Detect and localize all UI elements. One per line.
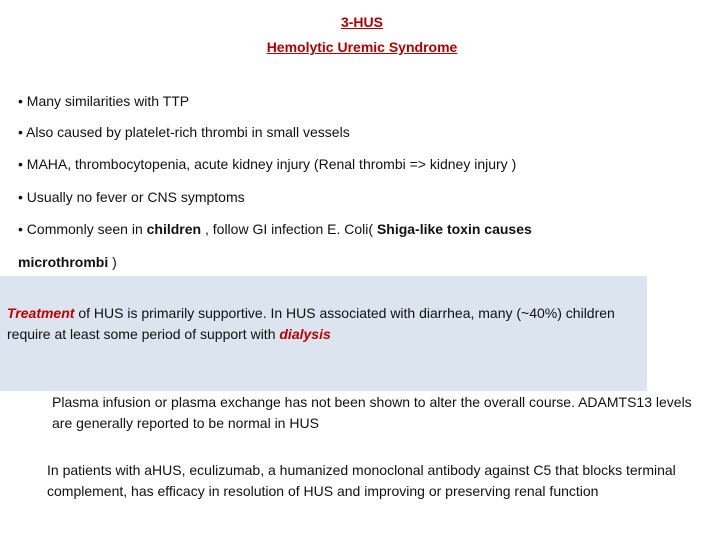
slide-title-line1: 3-HUS	[340, 14, 383, 30]
plasma-paragraph: Plasma infusion or plasma exchange has not been shown to alter the overall course. ADAMTS13 levels are generally reported to be normal in HUS	[52, 394, 692, 431]
bullet-children-tail: )	[108, 254, 117, 270]
slide-title-line2: Hemolytic Uremic Syndrome	[266, 39, 458, 55]
bullet-microthrombi-bold: microthrombi	[18, 254, 109, 270]
bullet-children-pre: • Commonly seen in	[18, 221, 147, 237]
bullet-no-fever: • Usually no fever or CNS symptoms	[18, 189, 245, 205]
treatment-text	[7, 303, 637, 345]
bullet-children	[18, 219, 532, 239]
treatment-body: of HUS is primarily supportive. In HUS associated with diarrhea, many (~40%) children require at least some period of support with	[7, 305, 615, 342]
bullet-children-bold: children	[146, 221, 202, 237]
bullet-ttp: • Many similarities with TTP	[18, 93, 190, 109]
dialysis-keyword: dialysis	[279, 326, 331, 342]
bullet-toxin-bold: Shiga-like toxin causes	[376, 221, 532, 237]
bullet-thrombi: • Also caused by platelet-rich thrombi in small vessels	[18, 124, 350, 140]
treatment-box	[0, 276, 647, 391]
treatment-keyword: Treatment	[7, 305, 75, 321]
bullet-children-mid: , follow GI infection E. Coli(	[201, 221, 377, 237]
bullet-maha: • MAHA, thrombocytopenia, acute kidney injury (Renal thrombi => kidney injury )	[18, 156, 517, 172]
ahus-paragraph: In patients with aHUS, eculizumab, a humanized monoclonal antibody against C5 that blocks terminal complement, has efficacy in resolution of HUS and improving or preserving renal function	[47, 462, 676, 499]
bullet-children-line2	[18, 252, 117, 272]
